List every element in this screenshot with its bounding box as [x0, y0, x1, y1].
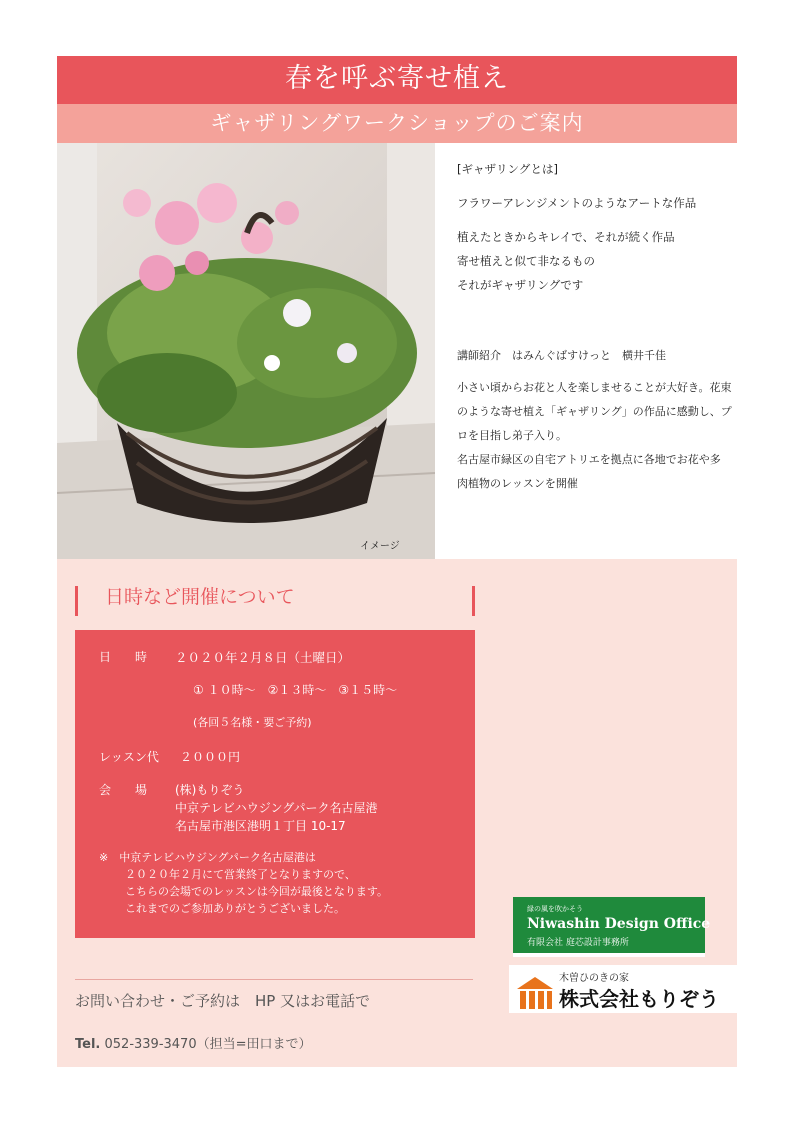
venue-line-2: 中京テレビハウジングパーク名古屋港: [175, 801, 378, 815]
niwashin-logo-box: [513, 897, 711, 953]
contact-text: お問い合わせ・ご予約は HP 又はお電話で: [75, 992, 371, 1010]
morizo-name: 株式会社もりぞう: [559, 987, 719, 1011]
heading-bar-right: [472, 586, 475, 616]
about-line-2: 植えたときからキレイで、それが続く作品: [457, 230, 675, 244]
venue-label: 会 場: [99, 783, 148, 797]
notice-line-2: ２０２０年２月にて営業終了となりますので、: [125, 868, 356, 881]
tel-value: 052-339-3470（担当=田口まで）: [104, 1037, 312, 1052]
fee-label: レッスン代: [99, 750, 159, 764]
contact-divider: [75, 979, 473, 980]
about-line-3: 寄せ植えと似て非なるもの: [457, 254, 595, 268]
morizo-logo: [509, 965, 737, 1013]
notice-line-4: これまでのご参加ありがとうございました。: [125, 902, 345, 915]
about-line-4: それがギャザリングです: [457, 278, 584, 292]
instructor-bio-5: 肉植物のレッスンを開催: [457, 477, 578, 490]
flower-basket-image: [57, 143, 435, 559]
niwashin-sub: 有限会社 庭芯設計事務所: [527, 938, 629, 948]
instructor-bio-3: ロを目指し弟子入り。: [457, 429, 567, 442]
instructor-bio-1: 小さい頃からお花と人を楽しませることが大好き。花束: [457, 381, 732, 394]
notice-line-1: ※ 中京テレビハウジングパーク名古屋港は: [99, 851, 316, 864]
photo-caption: イメージ: [360, 541, 400, 552]
instructor-intro: 講師紹介 はみんぐばすけっと 横井千佳: [457, 349, 666, 362]
instructor-bio-4: 名古屋市緑区の自宅アトリエを拠点に各地でお花や多: [457, 453, 721, 466]
date-label: 日 時: [99, 650, 148, 664]
schedule-info-box: [75, 630, 475, 938]
capacity-note: (各回５名様・要ご予約): [193, 716, 312, 729]
tel-label: Tel.: [75, 1037, 101, 1052]
heading-bar-left: [75, 586, 78, 616]
tel-line: [75, 1033, 312, 1052]
morizo-tagline: 木曽ひのきの家: [559, 973, 629, 984]
schedule-heading-text: 日時など開催について: [105, 586, 295, 608]
niwashin-tagline: 緑の風を吹かそう: [527, 905, 583, 913]
date-value: ２０２０年２月８日（土曜日）: [175, 650, 351, 665]
instructor-bio-2: のような寄せ植え「ギャザリング」の作品に感動し、プ: [457, 405, 732, 418]
page-subtitle: ギャザリングワークショップのご案内: [57, 104, 737, 143]
venue-line-3: 名古屋市港区港明１丁目 10-17: [175, 819, 346, 833]
schedule-heading: [75, 582, 475, 616]
about-line-1: フラワーアレンジメントのようなアートな作品: [457, 196, 697, 210]
flower-basket-photo: [57, 143, 435, 559]
fee-value: ２０００円: [180, 750, 241, 764]
niwashin-logo: [513, 897, 711, 957]
niwashin-name: Niwashin Design Office: [527, 916, 711, 932]
page-title: 春を呼ぶ寄せ植え: [57, 56, 737, 104]
about-heading: [ギャザリングとは]: [457, 162, 558, 176]
notice-line-3: こちらの会場でのレッスンは今回が最後となります。: [125, 885, 389, 898]
time-slots: ① １０時～ ②１３時～ ③１５時～: [193, 683, 398, 697]
morizo-house-icon: [517, 977, 553, 1009]
venue-line-1: (株)もりぞう: [175, 783, 245, 797]
